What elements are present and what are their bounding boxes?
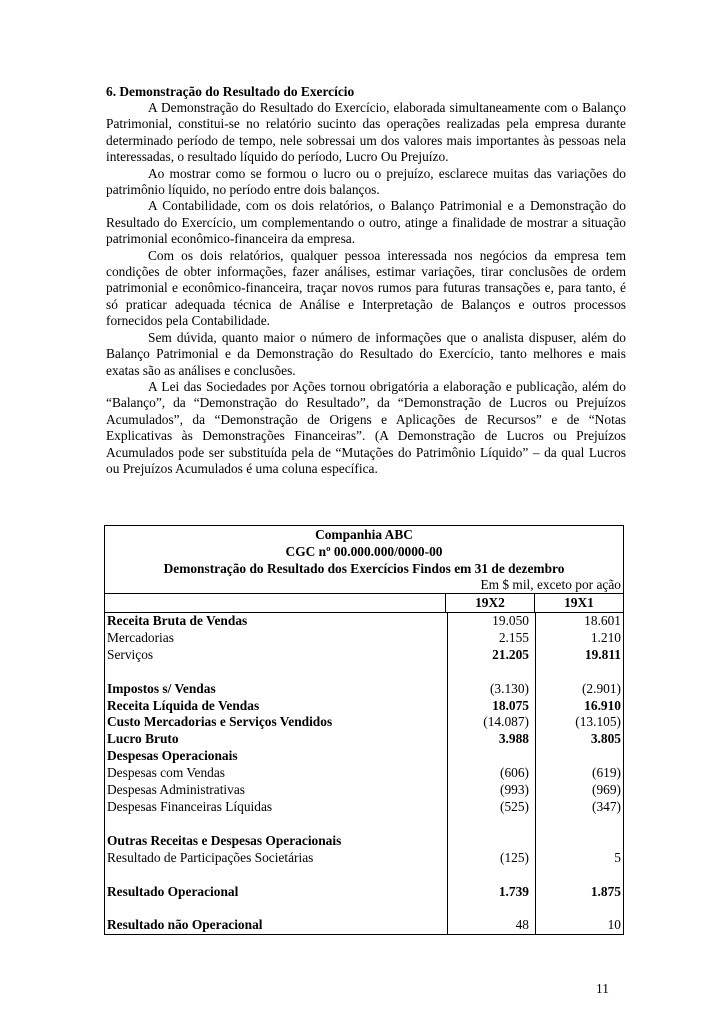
paragraph: A Lei das Sociedades por Ações tornou obrigatória a elaboração e publicação, além do “Balanço”, da “Demonstração do Resultado”, da “Demonstração de Lucros ou Prejuízos Acumulados”, da “Demonstração de Origens e Aplicações de Recursos” e de “Notas Explicativas às Demonstrações Financeiras”. (A Demonstração de Lucros ou Prejuízos Acumulados pode ser substituída pela de “Mutações do Patrimônio Líquido” – da qual Lucros ou Prejuízos Acumulados é uma coluna específica.: [106, 378, 626, 476]
paragraph: Ao mostrar como se formou o lucro ou o prejuízo, esclarece muitas das variações do patrimônio líquido, no período entre dois balanços.: [106, 165, 626, 198]
value-19x2: 2.155: [498, 629, 529, 645]
value-19x2: 18.075: [492, 697, 529, 713]
value-19x1: 18.601: [584, 613, 621, 628]
value-19x2: (993): [499, 782, 529, 798]
value-19x2: 1.739: [498, 883, 529, 899]
row-label: Despesas Operacionais: [107, 748, 238, 764]
row-label: Receita Líquida de Vendas: [107, 697, 260, 713]
value-19x2: 48: [515, 917, 529, 933]
income-statement-table: [104, 525, 624, 935]
row-spacer: [107, 816, 447, 833]
table-body: [105, 613, 623, 934]
company-cgc: CGC nº 00.000.000/0000-00: [285, 544, 443, 559]
value-19x1: (2.901): [581, 680, 621, 696]
row-spacer: [107, 900, 447, 917]
value-19x2: (606): [499, 765, 529, 781]
value-19x1: (969): [591, 782, 621, 798]
value-19x1: (347): [591, 798, 621, 814]
row-spacer: [536, 664, 621, 681]
row-label: Despesas com Vendas: [107, 765, 226, 781]
company-name: Companhia ABC: [315, 527, 413, 542]
row-label: Outras Receitas e Despesas Operacionais: [107, 832, 342, 848]
value-19x1: 1.210: [590, 629, 621, 645]
row-spacer: [448, 900, 529, 917]
document-body: [106, 84, 626, 477]
paragraph: Com os dois relatórios, qualquer pessoa interessada nos negócios da empresa tem condições de obter informações, fazer análises, estimar variações, tirar conclusões de ordem patrimonial e econômico-financeira, traçar novos rumos para futuras transações e, para tanto, é só praticar adequada técnica de Análise e Interpretação de Balanços e outros processos fornecidos pela Contabilidade.: [106, 247, 626, 329]
value-19x2: 21.205: [492, 646, 529, 662]
value-19x2: (125): [499, 849, 529, 865]
value-19x2: (3.130): [489, 680, 529, 696]
table-title: Demonstração do Resultado dos Exercícios Findos em 31 de dezembro: [163, 561, 565, 576]
row-label: Receita Bruta de Vendas: [107, 613, 248, 628]
value-19x2: (525): [499, 798, 529, 814]
page-number: 11: [596, 981, 609, 996]
table-header: [105, 526, 623, 613]
value-19x2: (14.087): [483, 714, 529, 730]
row-labels-column: [105, 613, 447, 934]
row-spacer: [107, 867, 447, 884]
value-19x1: [536, 748, 621, 765]
row-label: Despesas Financeiras Líquidas: [107, 798, 273, 814]
row-label: Impostos s/ Vendas: [107, 680, 216, 696]
row-label: Resultado de Participações Societárias: [107, 849, 314, 865]
row-spacer: [536, 867, 621, 884]
value-19x1: [536, 833, 621, 850]
unit-note: Em $ mil, exceto por ação: [480, 577, 621, 592]
column-header-19x1: 19X1: [534, 594, 623, 612]
values-19x2-column: [447, 613, 535, 934]
paragraph: A Contabilidade, com os dois relatórios, o Balanço Patrimonial e a Demonstração do Resultado do Exercício, um complementando o outro, atinge a finalidade de mostrar a situação patrimonial econômico-financeira da empresa.: [106, 198, 626, 247]
row-spacer: [448, 816, 529, 833]
value-19x1: (619): [591, 765, 621, 781]
row-spacer: [448, 664, 529, 681]
value-19x1: 1.875: [590, 883, 621, 899]
column-headers: [105, 593, 623, 612]
value-19x2: [448, 748, 529, 765]
value-19x2: 19.050: [492, 613, 529, 628]
row-label: Custo Mercadorias e Serviços Vendidos: [107, 714, 333, 730]
column-header-19x2: 19X2: [445, 594, 534, 612]
value-19x1: 3.805: [590, 731, 621, 747]
row-spacer: [536, 900, 621, 917]
value-19x1: 19.811: [584, 646, 621, 662]
value-19x2: 3.988: [498, 731, 529, 747]
value-19x1: 10: [607, 917, 621, 933]
values-19x1-column: [535, 613, 623, 934]
row-label: Lucro Bruto: [107, 731, 179, 747]
value-19x2: [448, 833, 529, 850]
row-spacer: [107, 664, 447, 681]
value-19x1: (13.105): [575, 714, 621, 730]
row-label: Despesas Administrativas: [107, 782, 245, 798]
value-19x1: 16.910: [584, 697, 621, 713]
paragraph: Sem dúvida, quanto maior o número de informações que o analista dispuser, além do Balanço Patrimonial e da Demonstração do Resultado do Exercício, tanto melhores e mais exatas são as análises e conclusões.: [106, 329, 626, 378]
paragraph: A Demonstração do Resultado do Exercício, elaborada simultaneamente com o Balanço Patrimonial, constitui-se no relatório sucinto das operações realizadas pela empresa durante determinado período de tempo, nele sobressai um dos valores mais importantes às pessoas nela interessadas, o resultado líquido do período, Lucro Ou Prejuízo.: [106, 100, 626, 165]
row-label: Serviços: [107, 646, 154, 662]
row-label: Mercadorias: [107, 629, 174, 645]
row-label: Resultado Operacional: [107, 883, 239, 899]
section-heading: 6. Demonstração do Resultado do Exercício: [106, 84, 355, 99]
row-spacer: [536, 816, 621, 833]
value-19x1: 5: [614, 849, 621, 865]
row-label: Resultado não Operacional: [107, 917, 263, 933]
row-spacer: [448, 867, 529, 884]
